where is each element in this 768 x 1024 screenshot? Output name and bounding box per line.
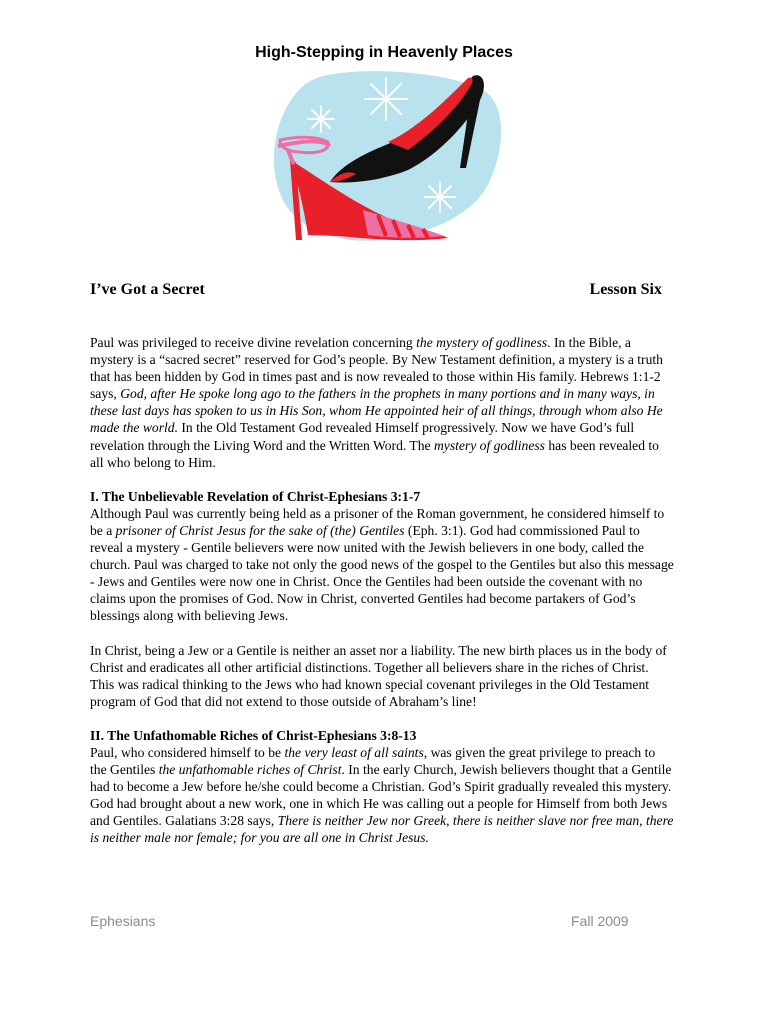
text-run: Paul was privileged to receive divine revelation concerning	[90, 335, 417, 350]
italic-text: prisoner of Christ Jesus for the sake of (the) Gentiles	[115, 522, 405, 538]
section-heading-1: I. The Unbelievable Revelation of Christ-Ephesians 3:1-7	[90, 488, 421, 504]
text-run: (Eph. 3:1). God had commissioned Paul to reveal a mystery - Gentile believers were now united with the Jewish believers in one body, called the church. Paul was charged to take not only the good news of the gospel to the Gentiles but also this message - Jews and Gentiles were now one in Christ. Once the Gentiles had been outside the covenant with no claims upon the promises of God. Now in Christ, converted Gentiles had become partakers of God’s blessings along with believing Jews.	[90, 522, 674, 624]
text-run: Paul, who considered himself to be	[90, 744, 285, 760]
text-run: , was given the great privilege to preach to the Gentiles	[90, 744, 656, 778]
lesson-body	[90, 334, 674, 864]
lesson-heading: I’ve Got a Secret	[90, 281, 205, 298]
italic-text: the unfathomable riches of Christ	[158, 762, 342, 778]
section-2-paragraph-1	[90, 744, 674, 847]
italic-text: God, after He spoke long ago to the fathers in the prophets in many portions and in many ways, in these last days has spoken to us in His Son, whom He appointed heir of all things, through whom also He made the world.	[90, 386, 663, 436]
footer-course: Ephesians	[90, 913, 156, 929]
snowflake-icon	[308, 106, 334, 132]
document-title: High-Stepping in Heavenly Places	[255, 44, 513, 61]
italic-text: mystery of godliness	[433, 437, 545, 453]
footer-term: Fall 2009	[571, 913, 629, 929]
lesson-number: Lesson Six	[589, 281, 662, 298]
text-run: has been revealed to all who belong to Him.	[90, 437, 659, 470]
section-heading-2: II. The Unfathomable Riches of Christ-Ephesians 3:8-13	[90, 727, 417, 743]
text-run: In the Old Testament God revealed Himself progressively. Now we have God’s full revelation through the Living Word and the Written Word. The	[90, 420, 635, 453]
italic-text: the mystery of godliness	[416, 335, 548, 350]
italic-text: There is neither Jew nor Greek, there is neither slave nor free man, there is neither male nor female; for you are all one in Christ Jesus.	[90, 813, 674, 846]
text-run: In Christ, being a Jew or a Gentile is neither an asset nor a liability. The new birth places us in the body of Christ and eradicates all other artificial distinctions. Together all believers share in the riches of Christ. This was radical thinking to the Jews who had known special covenant privileges in the Old Testament program of God that did not extend to those outside of Abraham’s line!	[90, 642, 667, 709]
snowflake-icon	[365, 78, 407, 120]
section-1-paragraph-2	[90, 642, 674, 710]
text-run: . In the Bible, a mystery is a “sacred secret” reserved for God’s people. By New Testament definition, a mystery is a truth that has been hidden by God in times past and is now revealed to those within His family. Hebrews 1:1-2 says,	[90, 335, 663, 402]
section-1-paragraph-1	[90, 505, 674, 625]
intro-paragraph	[90, 334, 674, 471]
text-run: Although Paul was currently being held as a prisoner of the Roman government, he considered himself to be a	[90, 505, 665, 538]
italic-text: the very least of all saints	[284, 744, 424, 760]
snowflake-icon	[425, 182, 455, 212]
high-heels-illustration	[268, 70, 504, 250]
text-run: . In the early Church, Jewish believers thought that a Gentile had to become a Jew before he/she could become a Christian. God’s Spirit gradually revealed this mystery. God had brought about a new work, one in which He was calling out a people for Himself from both Jews and Gentiles. Galatians 3:28 says,	[90, 762, 672, 829]
